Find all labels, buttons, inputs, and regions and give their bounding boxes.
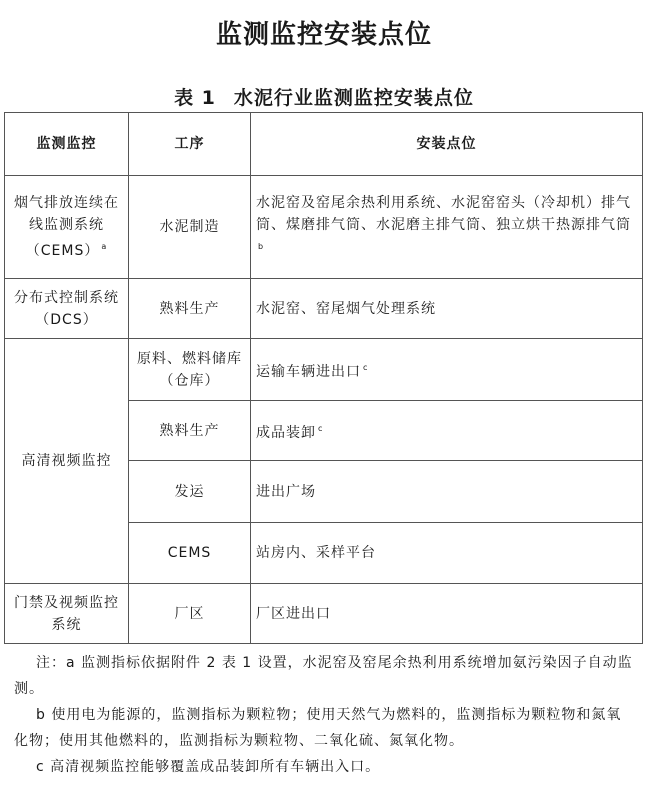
table-header-row — [5, 113, 643, 176]
cell-process-video-2: 发运 — [129, 461, 251, 523]
cell-location-video-2: 进出广场 — [251, 461, 643, 523]
cell-process-video-0: 原料、燃料储库（仓库） — [129, 339, 251, 401]
table-row — [5, 279, 643, 339]
table-caption-text: 水泥行业监测监控安装点位 — [233, 87, 474, 109]
table-row — [5, 339, 643, 401]
header-process: 工序 — [129, 113, 251, 176]
table-number: 表 1 — [174, 87, 216, 109]
cell-location-gate: 厂区进出口 — [251, 584, 643, 644]
cell-process-video-1: 熟料生产 — [129, 401, 251, 461]
table-row — [5, 584, 643, 644]
cell-system-cems: 烟气排放连续在线监测系统（CEMS） $^a$ — [5, 176, 129, 279]
note-a: 注：a 监测指标依据附件 2 表 1 设置，水泥窑及窑尾余热利用系统增加氨污染因子自动监测。 — [14, 655, 633, 697]
table-caption — [0, 83, 648, 110]
cell-location-cems: 水泥窑及窑尾余热利用系统、水泥窑窑头（冷却机）排气筒、煤磨排气筒、水泥磨主排气筒、独立烘干热源排气筒$^b$ — [251, 176, 643, 279]
header-location: 安装点位 — [251, 113, 643, 176]
monitoring-table — [4, 112, 643, 644]
header-monitoring: 监测监控 — [5, 113, 129, 176]
cell-process-cems: 水泥制造 — [129, 176, 251, 279]
page-title: 监测监控安装点位 — [215, 20, 432, 50]
cell-system-gate: 门禁及视频监控系统 — [5, 584, 129, 644]
cell-system-dcs: 分布式控制系统（DCS） — [5, 279, 129, 339]
cell-location-video-3: 站房内、采样平台 — [251, 523, 643, 584]
cell-process-gate: 厂区 — [129, 584, 251, 644]
cell-location-video-1: 成品装卸 $^c$ — [251, 401, 643, 461]
note-b: b 使用电为能源的，监测指标为颗粒物；使用天然气为燃料的，监测指标为颗粒物和氮氧化物；使用其他燃料的，监测指标为颗粒物、二氧化硫、氮氧化物。 — [14, 707, 622, 749]
table-notes — [14, 650, 634, 780]
cell-location-dcs: 水泥窑、窑尾烟气处理系统 — [251, 279, 643, 339]
cell-process-video-3: CEMS — [129, 523, 251, 584]
table-row — [5, 176, 643, 279]
note-c: c 高清视频监控能够覆盖成品装卸所有车辆出入口。 — [36, 759, 381, 775]
cell-system-video: 高清视频监控 — [5, 339, 129, 584]
cell-location-video-0: 运输车辆进出口 $^c$ — [251, 339, 643, 401]
cell-process-dcs: 熟料生产 — [129, 279, 251, 339]
